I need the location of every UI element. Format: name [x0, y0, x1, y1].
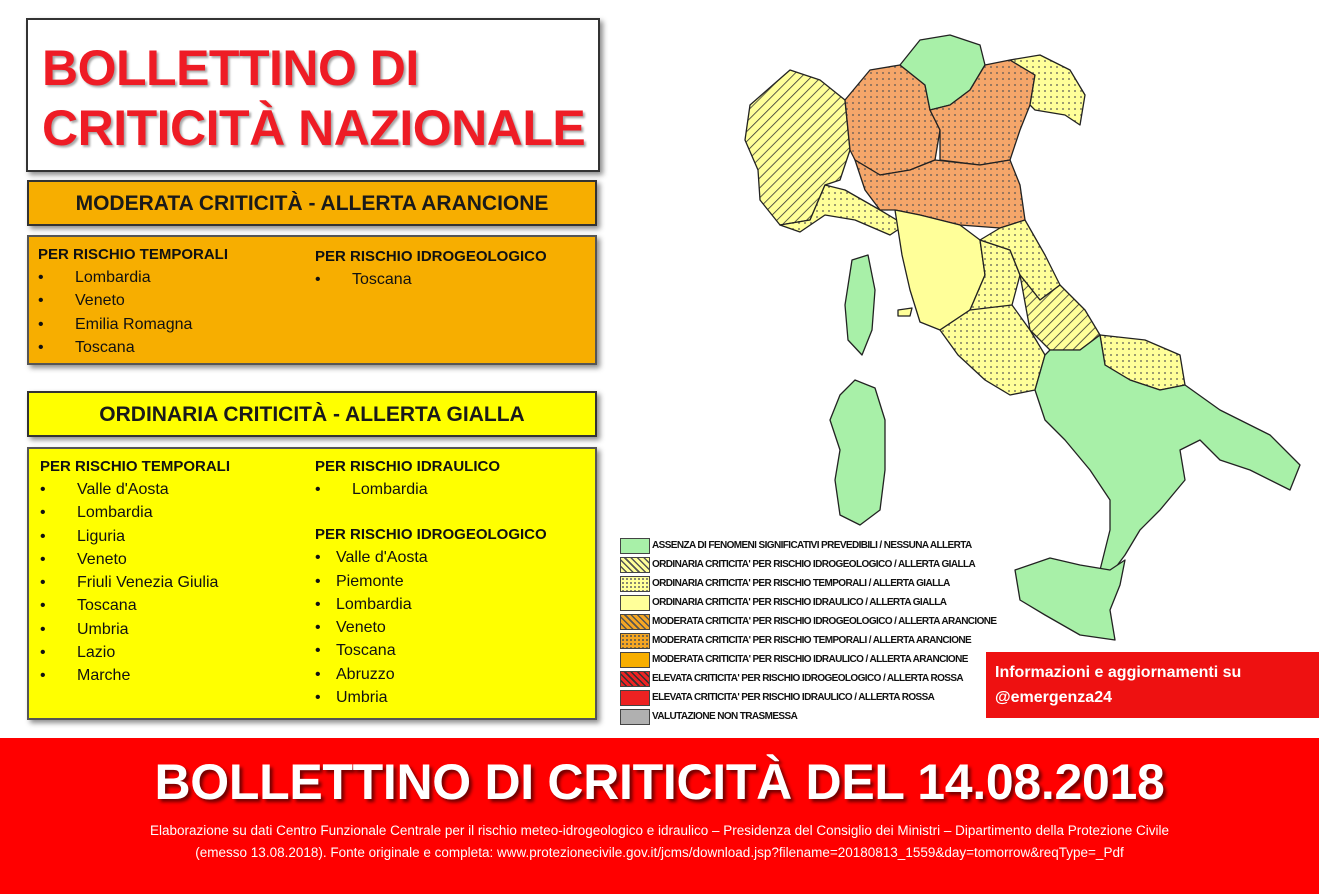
map-legend	[620, 538, 997, 726]
legend-label: MODERATA CRITICITA' PER RISCHIO TEMPORALI / ALLERTA ARANCIONE	[652, 635, 972, 646]
legend-row	[620, 652, 980, 667]
legend-swatch	[620, 709, 650, 725]
moderata-temporali-list	[38, 266, 308, 359]
island-elba	[898, 308, 912, 316]
legend-label: MODERATA CRITICITA' PER RISCHIO IDROGEOLOGICO / ALLERTA ARANCIONE	[652, 616, 997, 627]
region-sardegna	[830, 380, 885, 525]
title-line-2: CRITICITÀ NAZIONALE	[42, 100, 586, 156]
region-corsica	[845, 255, 875, 355]
legend-label: ORDINARIA CRITICITA' PER RISCHIO IDRAULICO / ALLERTA GIALLA	[652, 597, 947, 608]
legend-swatch	[620, 633, 650, 649]
legend-swatch	[620, 576, 650, 592]
ordinaria-idrogeologico-list	[315, 546, 590, 709]
list-item: • Veneto	[38, 289, 308, 312]
list-item: • Toscana	[315, 639, 590, 662]
moderata-temporali-column	[38, 244, 308, 359]
legend-label: ELEVATA CRITICITA' PER RISCHIO IDROGEOLOGICO / ALLERTA ROSSA	[652, 673, 964, 684]
list-item: • Lombardia	[38, 266, 308, 289]
legend-row	[620, 595, 980, 610]
legend-label: ORDINARIA CRITICITA' PER RISCHIO TEMPORALI / ALLERTA GIALLA	[652, 578, 950, 589]
info-box	[986, 652, 1319, 718]
ordinaria-temporali-heading: PER RISCHIO TEMPORALI	[40, 458, 231, 475]
legend-row	[620, 671, 980, 686]
list-item: • Umbria	[315, 686, 590, 709]
list-item: • Toscana	[38, 336, 308, 359]
list-item: • Lazio	[40, 641, 310, 664]
list-item: • Marche	[40, 664, 310, 687]
footer-source-line-1: Elaborazione su dati Centro Funzionale Centrale per il rischio meteo-idrogeologico e idraulico – Presidenza del Consiglio dei Ministri – Dipartimento della Protezione Civile	[149, 823, 1170, 838]
legend-swatch	[620, 652, 650, 668]
legend-label: VALUTAZIONE NON TRASMESSA	[652, 711, 798, 722]
moderata-idrogeologico-list	[315, 268, 585, 291]
legend-row	[620, 557, 980, 572]
title-line-1: BOLLETTINO DI	[42, 40, 419, 96]
footer-title: BOLLETTINO DI CRITICITÀ DEL 14.08.2018	[154, 754, 1165, 810]
list-item: • Veneto	[315, 616, 590, 639]
ordinaria-idrogeologico-heading: PER RISCHIO IDROGEOLOGICO	[315, 526, 547, 544]
list-item: • Emilia Romagna	[38, 313, 308, 336]
list-item: • Lombardia	[315, 478, 590, 501]
legend-row	[620, 576, 980, 591]
list-item: • Valle d'Aosta	[315, 546, 590, 569]
list-item: • Piemonte	[315, 570, 590, 593]
moderata-temporali-heading: PER RISCHIO TEMPORALI	[38, 246, 229, 263]
list-item: • Valle d'Aosta	[40, 478, 310, 501]
list-item: • Lombardia	[40, 501, 310, 524]
ordinaria-panel	[27, 447, 597, 720]
legend-row	[620, 690, 980, 705]
moderata-panel	[27, 235, 597, 365]
legend-row	[620, 614, 997, 629]
footer-source-line-2: (emesso 13.08.2018). Fonte originale e completa: www.protezionecivile.gov.it/jcms/download.jsp?filename=20180813_1559&day=tomorrow&reqType=_Pdf	[195, 845, 1124, 860]
legend-row	[620, 538, 980, 553]
legend-swatch	[620, 671, 650, 687]
info-line-1: Informazioni e aggiornamenti su	[995, 664, 1242, 681]
list-item: • Abruzzo	[315, 663, 590, 686]
moderata-header: MODERATA CRITICITÀ - ALLERTA ARANCIONE	[27, 180, 597, 226]
legend-swatch	[620, 614, 650, 630]
region-sicilia	[1015, 558, 1125, 640]
moderata-idrogeologico-column	[315, 246, 585, 291]
legend-row	[620, 709, 980, 724]
list-item: • Veneto	[40, 548, 310, 571]
twitter-handle[interactable]: @emergenza24	[995, 689, 1112, 706]
list-item: • Toscana	[40, 594, 310, 617]
title-box	[26, 18, 600, 172]
list-item: • Liguria	[40, 525, 310, 548]
legend-swatch	[620, 690, 650, 706]
legend-label: ELEVATA CRITICITA' PER RISCHIO IDRAULICO / ALLERTA ROSSA	[652, 692, 935, 703]
ordinaria-temporali-column	[40, 456, 310, 688]
ordinaria-idraulico-list	[315, 478, 590, 501]
list-item: • Friuli Venezia Giulia	[40, 571, 310, 594]
ordinaria-temporali-list	[40, 478, 310, 688]
legend-swatch	[620, 595, 650, 611]
legend-row	[620, 633, 980, 648]
footer-banner	[0, 738, 1319, 894]
legend-label: MODERATA CRITICITA' PER RISCHIO IDRAULICO / ALLERTA ARANCIONE	[652, 654, 968, 665]
ordinaria-header: ORDINARIA CRITICITÀ - ALLERTA GIALLA	[27, 391, 597, 437]
moderata-idrogeologico-heading: PER RISCHIO IDROGEOLOGICO	[315, 248, 547, 265]
ordinaria-idraulico-heading: PER RISCHIO IDRAULICO	[315, 458, 501, 475]
list-item: • Lombardia	[315, 593, 590, 616]
ordinaria-right-column	[315, 456, 590, 709]
legend-label: ASSENZA DI FENOMENI SIGNIFICATIVI PREVEDIBILI / NESSUNA ALLERTA	[652, 540, 972, 551]
legend-swatch	[620, 538, 650, 554]
list-item: • Umbria	[40, 618, 310, 641]
legend-swatch	[620, 557, 650, 573]
legend-label: ORDINARIA CRITICITA' PER RISCHIO IDROGEOLOGICO / ALLERTA GIALLA	[652, 559, 976, 570]
list-item: • Toscana	[315, 268, 585, 291]
